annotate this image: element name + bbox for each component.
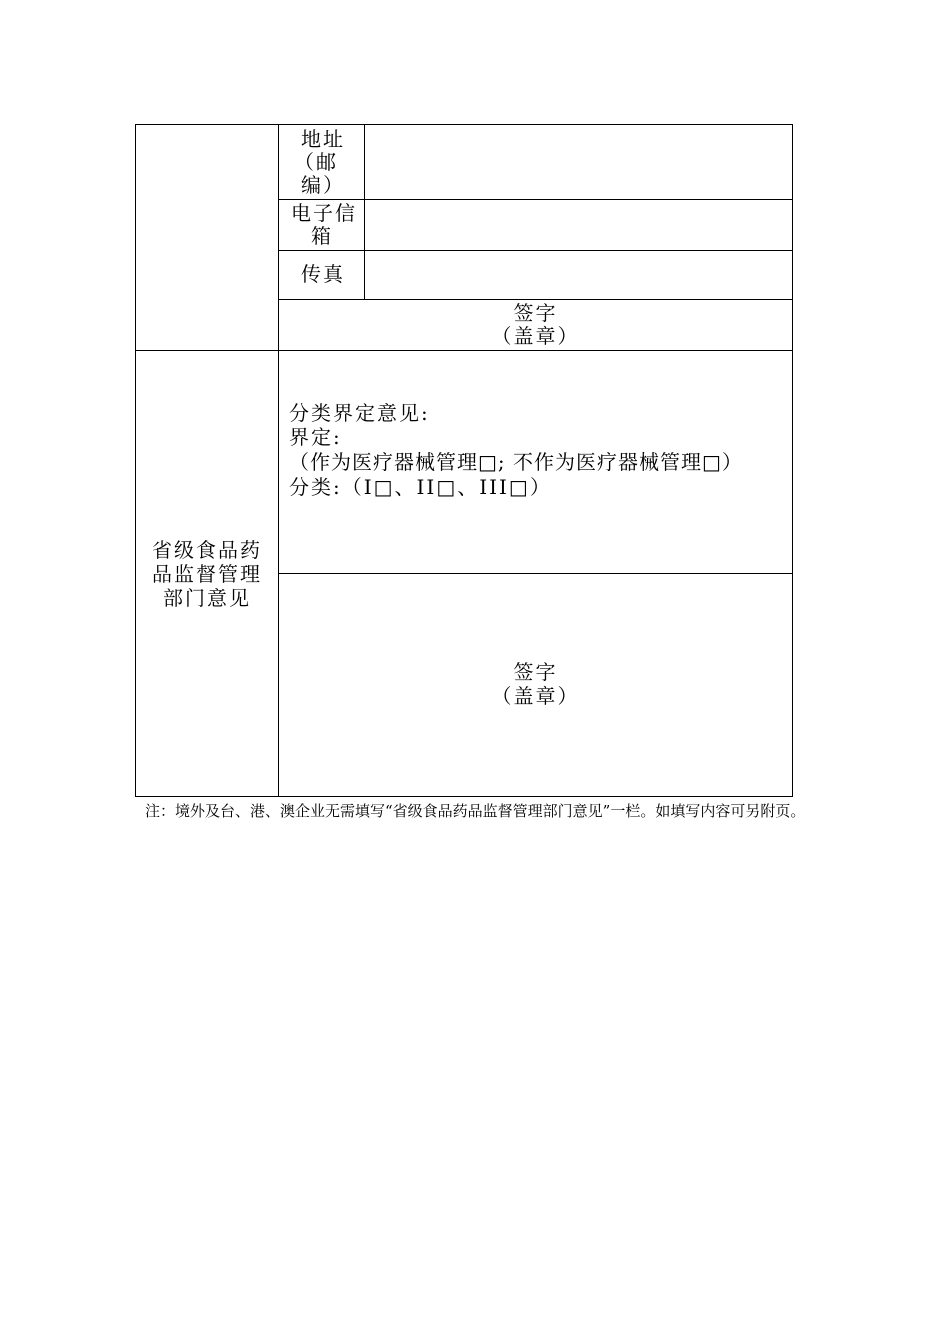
provincial-opinion-label: 品监督管理	[152, 562, 262, 586]
seal-label: （盖章）	[491, 684, 580, 708]
address-label: （邮	[294, 150, 338, 174]
provincial-opinion-label: 部门意见	[163, 586, 251, 610]
classification-options[interactable]: 分类:（I□、II□、III□）	[289, 475, 552, 499]
table-divider	[278, 573, 793, 574]
table-divider	[278, 250, 793, 251]
email-label: 电子信	[291, 201, 357, 225]
table-divider	[135, 350, 793, 351]
table-divider	[278, 299, 793, 300]
signature-label: 签字	[513, 301, 558, 325]
provincial-opinion-label: 省级食品药	[152, 538, 262, 562]
email-label: 箱	[311, 224, 333, 248]
signature-label: 签字	[513, 660, 558, 684]
definition-options[interactable]: （作为医疗器械管理□; 不作为医疗器械管理□）	[289, 450, 743, 474]
table-divider	[278, 199, 793, 200]
footnote: 注：境外及台、港、澳企业无需填写“省级食品药品监督管理部门意见”一栏。如填写内容可另附页。	[145, 802, 806, 820]
definition-label: 界定:	[289, 425, 342, 449]
seal-label: （盖章）	[491, 324, 580, 348]
fax-label: 传真	[301, 262, 345, 286]
classification-opinion-title: 分类界定意见:	[289, 401, 430, 425]
table-divider	[364, 124, 365, 300]
address-label: 编）	[301, 173, 345, 197]
address-label: 地址	[301, 127, 345, 151]
